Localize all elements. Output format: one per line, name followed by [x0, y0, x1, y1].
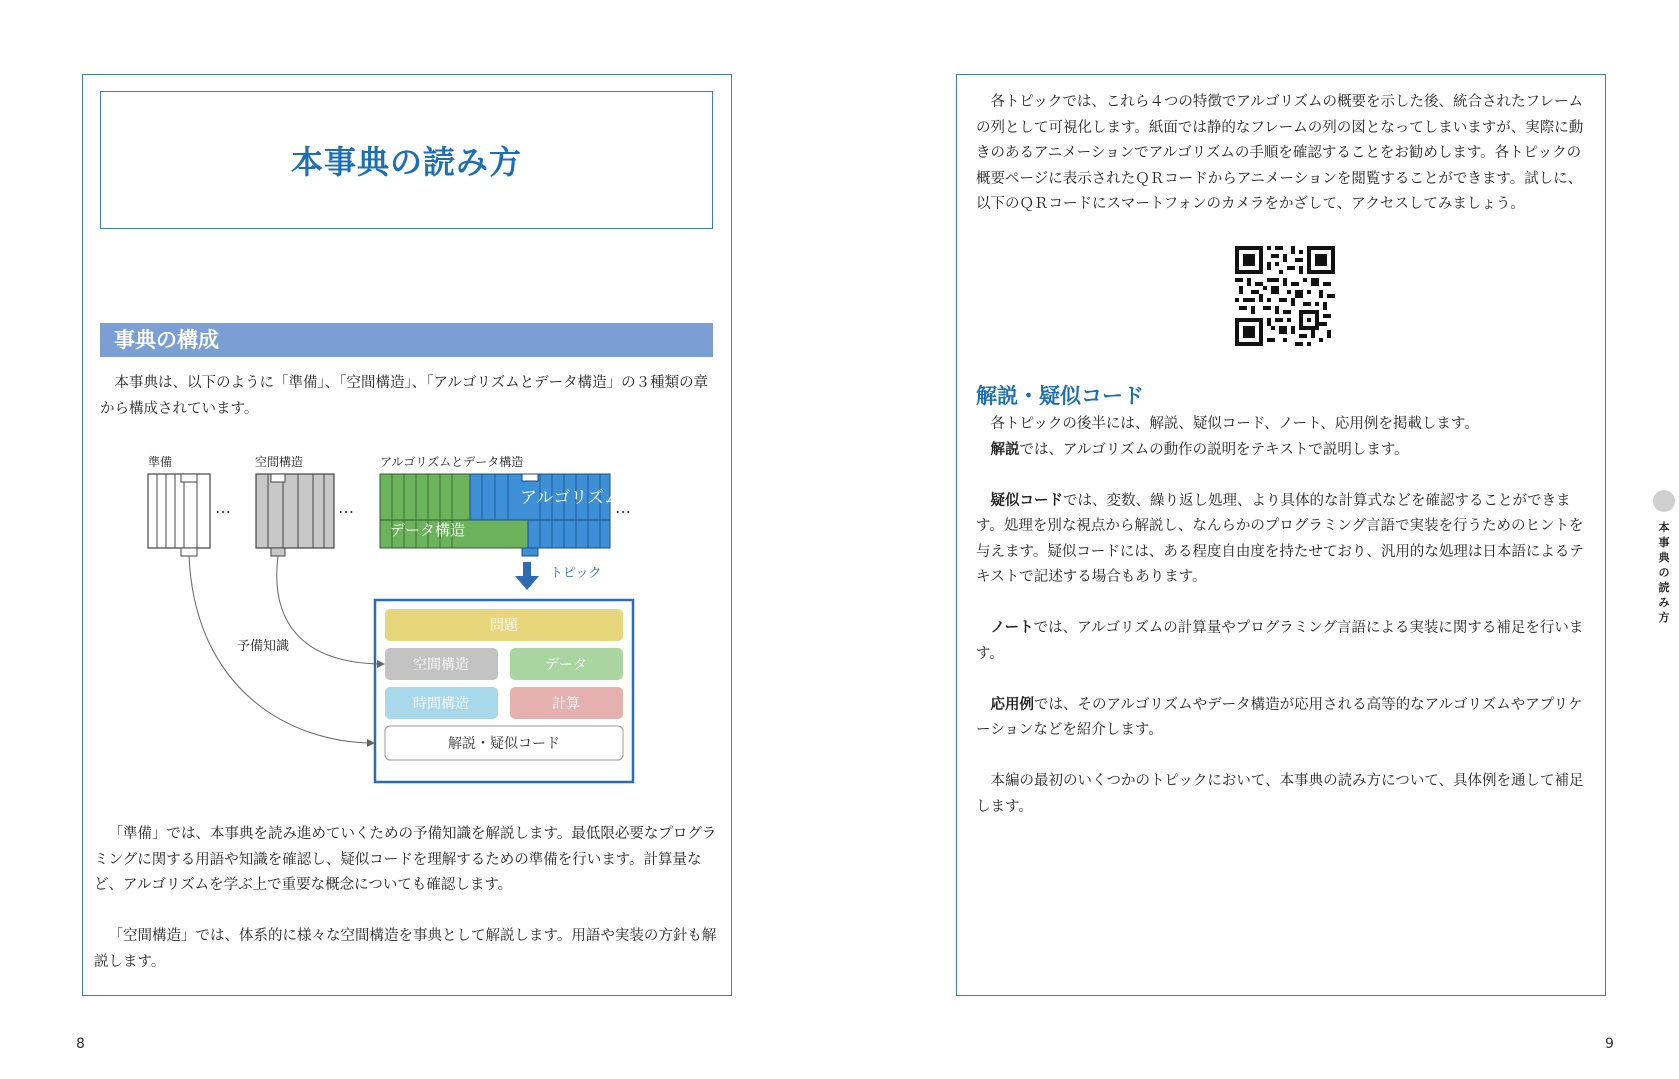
note-paragraph: [976, 616, 1594, 667]
section-heading: 事典の構成: [100, 323, 713, 357]
ellipsis-1: …: [215, 498, 231, 517]
page-title-box: [100, 91, 713, 229]
frame-explanation: 解説・疑似コード: [448, 736, 560, 752]
explain-term: 解説: [990, 441, 1020, 458]
intro-paragraph: 本事典は、以下のように「準備」、「空間構造」、「アルゴリズムとデータ構造」の３種類の章から構成されています。: [100, 375, 709, 417]
note-term: ノート: [990, 620, 1034, 636]
apply-paragraph: [976, 693, 1594, 744]
topic-arrow: [515, 562, 539, 590]
preparation-paragraph: 「準備」では、本事典を読み進めていくための予備知識を解説します。最低限必要なプログラミングに関する用語や知識を確認し、疑似コードを理解するための準備を行います。計算量など、アルゴリズムを学ぶ上で重要な概念についても確認します。: [94, 826, 717, 893]
frame-calc: 計算: [552, 696, 580, 712]
preparation-books: [148, 474, 210, 556]
data-structure-block-label: データ構造: [390, 521, 466, 539]
side-tab-label: 本事典の読み方: [1658, 521, 1670, 624]
prereq-label: 予備知識: [237, 639, 290, 654]
page-title: 本事典の読み方: [290, 143, 522, 181]
page-number-left: 8: [76, 1036, 85, 1052]
frame-space: 空間構造: [413, 657, 469, 673]
closing-paragraph: 本編の最初のいくつかのトピックにおいて、本事典の読み方について、具体例を通して補足します。: [976, 773, 1584, 815]
chapter-label-space: 空間構造: [255, 455, 304, 469]
space-paragraph: 「空間構造」では、体系的に様々な空間構造を事典として解説します。用語や実装の方針も解説します。: [94, 928, 717, 970]
qr-code[interactable]: [1235, 246, 1335, 346]
algorithm-block-label: アルゴリズム: [520, 488, 621, 508]
subheading: 解説・疑似コード: [976, 384, 1144, 408]
explain-text: では、アルゴリズムの動作の説明をテキストで説明します。: [1019, 441, 1409, 458]
side-tab-marker: [1653, 490, 1675, 512]
chapter-label-preparation: 準備: [148, 455, 173, 469]
page-number-right: 9: [1605, 1036, 1614, 1052]
right-body: [976, 412, 1594, 820]
pseudo-term: 疑似コード: [990, 492, 1063, 509]
chapter-label-algorithm: アルゴリズムとデータ構造: [380, 455, 524, 469]
apply-term: 応用例: [990, 696, 1034, 713]
body-intro: 各トピックの後半には、解説、疑似コード、ノート、応用例を掲載します。: [990, 416, 1479, 432]
frame-time: 時間構造: [413, 696, 469, 712]
space-books: [256, 474, 334, 556]
frame-data: データ: [545, 657, 587, 673]
note-text: では、アルゴリズムの計算量やプログラミング言語による実装に関する補足を行います。: [976, 620, 1584, 662]
frame-problem: 問題: [490, 618, 518, 634]
ellipsis-3: …: [615, 498, 631, 517]
ellipsis-2: …: [338, 498, 354, 517]
pseudo-paragraph: [976, 489, 1594, 591]
algorithm-books: [380, 474, 610, 556]
pseudo-text: では、変数、繰り返し処理、より具体的な計算式などを確認することができます。処理を別な視点から解説し、なんらかのプログラミング言語で実装を行うためのヒントを与えます。疑似コードには、ある程度自由度を持たせており、汎用的な処理は日本語によるテキストで記述する場合もあります。: [976, 492, 1584, 585]
apply-text: では、そのアルゴリズムやデータ構造が応用される高等的なアルゴリズムやアプリケーションなどを紹介します。: [976, 696, 1583, 738]
qr-intro-paragraph: 各トピックでは、これら４つの特徴でアルゴリズムの概要を示した後、統合されたフレームの列として可視化します。紙面では静的なフレームの列の図となってしまいますが、実際に動きのあるアニメーションでアルゴリズムの手順を確認することをお勧めします。各トピックの概要ページに表示されたＱＲコードからアニメーションを閲覧することができます。試しに、以下のＱＲコードにスマートフォンのカメラをかざして、アクセスしてみましょう。: [976, 94, 1584, 212]
explain-paragraph: [976, 438, 1594, 464]
structure-diagram: [140, 450, 680, 790]
prereq-curve-space: [277, 556, 384, 664]
topic-label: トピック: [550, 566, 602, 581]
